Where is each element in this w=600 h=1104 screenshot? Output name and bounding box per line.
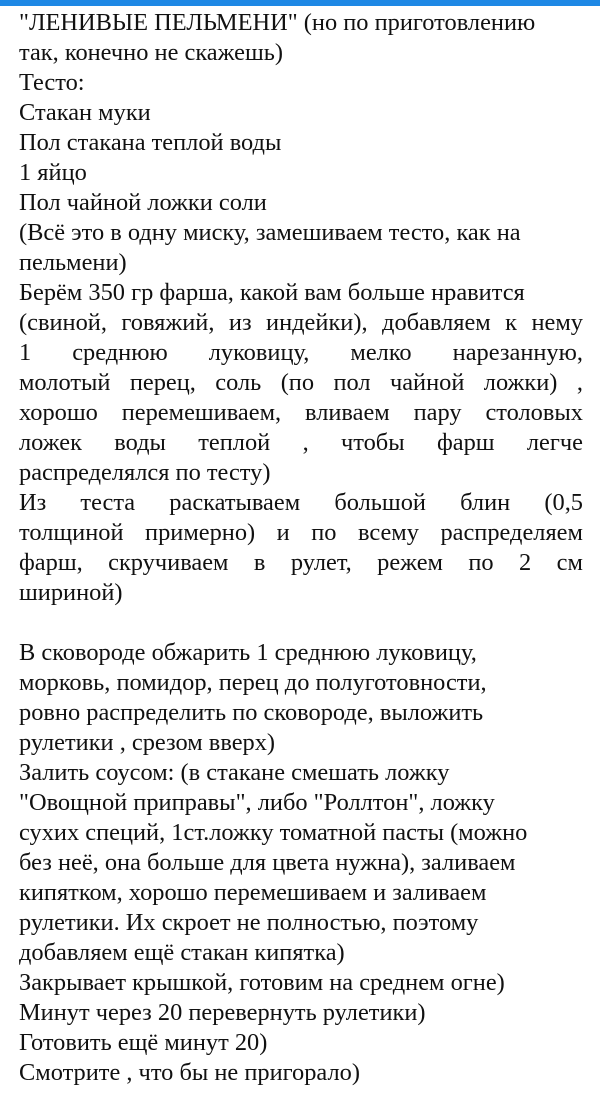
text-line: ровно распределить по сковороде, выложить xyxy=(19,699,484,726)
text-line xyxy=(19,608,583,638)
text-line: 1 яйцо xyxy=(19,159,87,186)
text-line: Смотрите , что бы не пригорало) xyxy=(19,1059,360,1086)
text-line: (свиной, говяжий, из индейки), добавляем к нему xyxy=(19,309,583,336)
text-line: хорошо перемешиваем, вливаем пару столовых xyxy=(19,399,583,426)
text-line: Готовить ещё минут 20) xyxy=(19,1029,268,1056)
text-line: Тесто: xyxy=(19,69,85,96)
text-line: Пол чайной ложки соли xyxy=(19,189,267,216)
text-line: Минут через 20 перевернуть рулетики) xyxy=(19,999,426,1026)
text-line: кипятком, хорошо перемешиваем и заливаем xyxy=(19,879,487,906)
text-line: сухих специй, 1ст.ложку томатной пасты (можно xyxy=(19,819,528,846)
text-line: шириной) xyxy=(19,579,123,606)
text-line: фарш, скручиваем в рулет, режем по 2 см xyxy=(19,549,583,576)
text-line: распределялся по тесту) xyxy=(19,459,271,486)
text-line: пельмени) xyxy=(19,249,127,276)
text-line: Закрывает крышкой, готовим на среднем огне) xyxy=(19,969,505,996)
text-line: Залить соусом: (в стакане смешать ложку xyxy=(19,759,450,786)
text-line: рулетики. Их скроет не полностью, поэтому xyxy=(19,909,479,936)
text-line: Из теста раскатываем большой блин (0,5 xyxy=(19,489,583,516)
text-line: рулетики , срезом вверх) xyxy=(19,729,276,756)
text-line: (Всё это в одну миску, замешиваем тесто, как на xyxy=(19,219,521,246)
text-line: В сковороде обжарить 1 среднюю луковицу, xyxy=(19,639,477,666)
text-line: молотый перец, соль (по пол чайной ложки) , xyxy=(19,369,583,396)
text-line: так, конечно не скажешь) xyxy=(19,39,284,66)
text-line: толщиной примерно) и по всему распределяем xyxy=(19,519,583,546)
text-line: ложек воды теплой , чтобы фарш легче xyxy=(19,429,583,456)
text-line: без неё, она больше для цвета нужна), заливаем xyxy=(19,849,516,876)
text-line: Берём 350 гр фарша, какой вам больше нравится xyxy=(19,279,525,306)
text-line: морковь, помидор, перец до полуготовности, xyxy=(19,669,487,696)
text-line: Стакан муки xyxy=(19,99,151,126)
text-line: 1 среднюю луковицу, мелко нарезанную, xyxy=(19,339,583,366)
recipe-text xyxy=(19,8,583,1088)
text-line: "Овощной приправы", либо "Роллтон", ложку xyxy=(19,789,495,816)
text-line: "ЛЕНИВЫЕ ПЕЛЬМЕНИ" (но по приготовлению xyxy=(19,9,536,36)
top-accent-bar xyxy=(0,0,600,6)
text-line: Пол стакана теплой воды xyxy=(19,129,282,156)
text-line: добавляем ещё стакан кипятка) xyxy=(19,939,345,966)
